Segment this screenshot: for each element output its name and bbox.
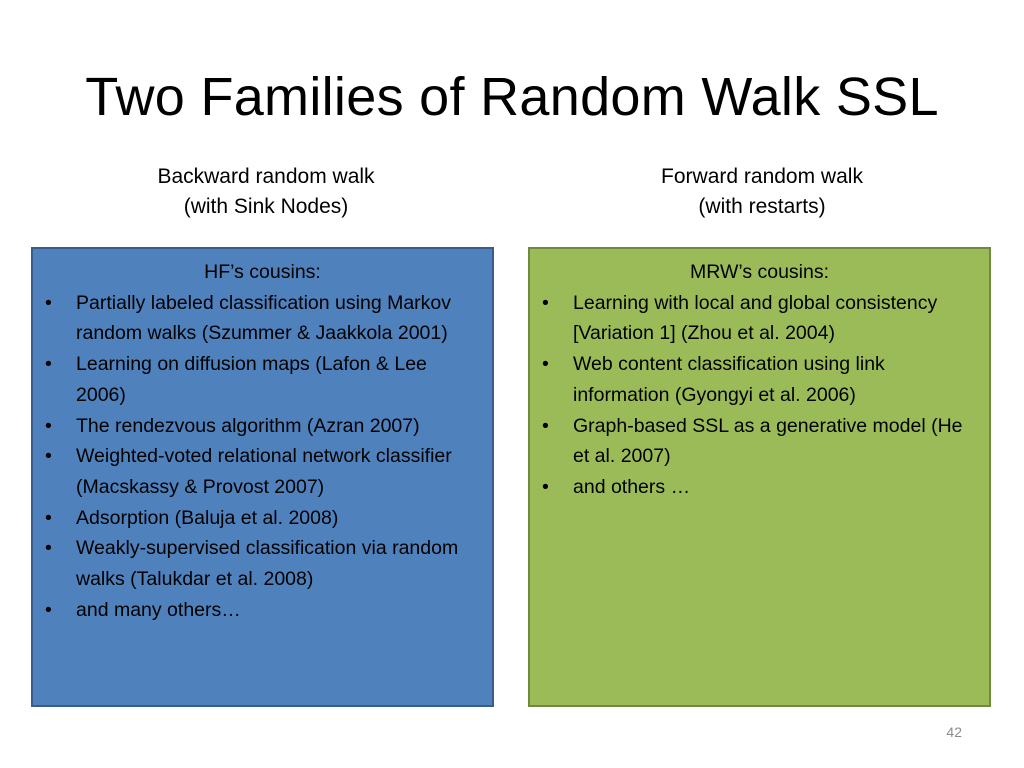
backward-walk-heading: [31, 162, 501, 222]
list-item: • and others …: [540, 472, 979, 503]
hf-cousins-list: [43, 288, 482, 626]
mrw-cousins-box: [528, 247, 991, 707]
list-item: • Web content classification using link information (Gyongyi et al. 2006): [540, 349, 979, 410]
list-item: • Graph-based SSL as a generative model (He et al. 2007): [540, 411, 979, 472]
mrw-cousins-list: [540, 288, 979, 503]
list-item: • Weighted-voted relational network classifier (Macskassy & Provost 2007): [43, 441, 482, 502]
forward-walk-heading-line2: (with restarts): [698, 195, 826, 218]
list-item: • and many others…: [43, 595, 482, 626]
list-item: • Weakly-supervised classification via random walks (Talukdar et al. 2008): [43, 533, 482, 594]
list-item: • Learning with local and global consistency [Variation 1] (Zhou et al. 2004): [540, 288, 979, 349]
hf-cousins-title: HF’s cousins:: [204, 261, 321, 283]
hf-cousins-box: [31, 247, 494, 707]
backward-walk-heading-line2: (with Sink Nodes): [183, 195, 349, 218]
list-item: • The rendezvous algorithm (Azran 2007): [43, 411, 482, 442]
slide-title: Two Families of Random Walk SSL: [85, 67, 939, 127]
backward-walk-heading-line1: Backward random walk: [157, 165, 375, 188]
forward-walk-heading-line1: Forward random walk: [661, 165, 863, 188]
page-number: 42: [946, 724, 962, 740]
list-item: • Learning on diffusion maps (Lafon & Lee 2006): [43, 349, 482, 410]
list-item: • Partially labeled classification using Markov random walks (Szummer & Jaakkola 2001): [43, 288, 482, 349]
list-item: • Adsorption (Baluja et al. 2008): [43, 503, 482, 534]
forward-walk-heading: [527, 162, 997, 222]
mrw-cousins-title: MRW’s cousins:: [689, 261, 830, 283]
